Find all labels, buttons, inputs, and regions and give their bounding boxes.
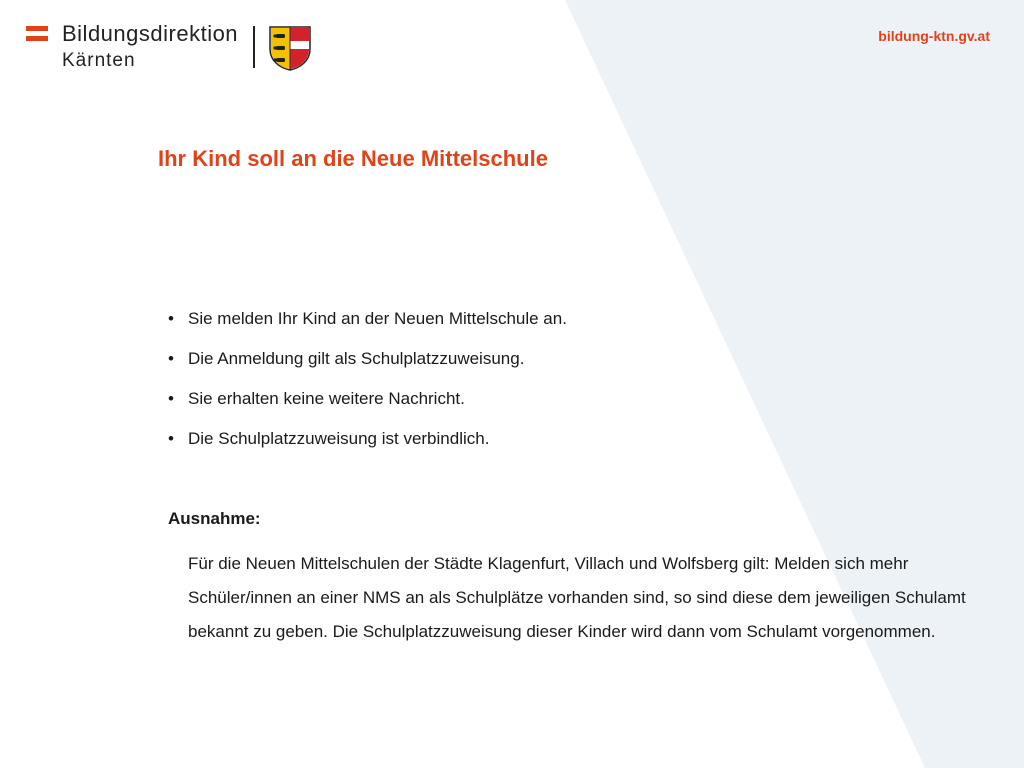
bullet-list	[168, 308, 868, 468]
list-item	[168, 428, 868, 450]
bullet-text: Die Anmeldung gilt als Schulplatzzuweisung.	[188, 349, 525, 368]
bullet-icon: •	[168, 429, 174, 448]
bullet-text: Sie melden Ihr Kind an der Neuen Mittelschule an.	[188, 309, 567, 328]
bullet-text: Sie erhalten keine weitere Nachricht.	[188, 389, 465, 408]
list-item	[168, 348, 868, 370]
bullet-icon: •	[168, 389, 174, 408]
list-item	[168, 308, 868, 330]
bullet-text: Die Schulplatzzuweisung ist verbindlich.	[188, 429, 490, 448]
org-region: Kärnten	[62, 50, 136, 71]
slide-title: Ihr Kind soll an die Neue Mittelschule	[158, 146, 548, 171]
bullet-icon: •	[168, 349, 174, 368]
list-item	[168, 388, 868, 410]
exception-heading: Ausnahme:	[168, 509, 261, 528]
website-link[interactable]: bildung-ktn.gv.at	[878, 28, 990, 44]
org-name: Bildungsdirektion	[62, 21, 239, 46]
exception-paragraph: Für die Neuen Mittelschulen der Städte Klagenfurt, Villach und Wolfsberg gilt: Melden sich mehr Schüler/innen an einer NMS an als Schulplätze vorhanden sind, so sind diese dem jeweiligen Schulamt bekannt zu geben. Die Schulplatzzuweisung dieser Kinder wird dann vom Schulamt vorgenommen.	[188, 554, 966, 641]
bullet-icon: •	[168, 309, 174, 328]
